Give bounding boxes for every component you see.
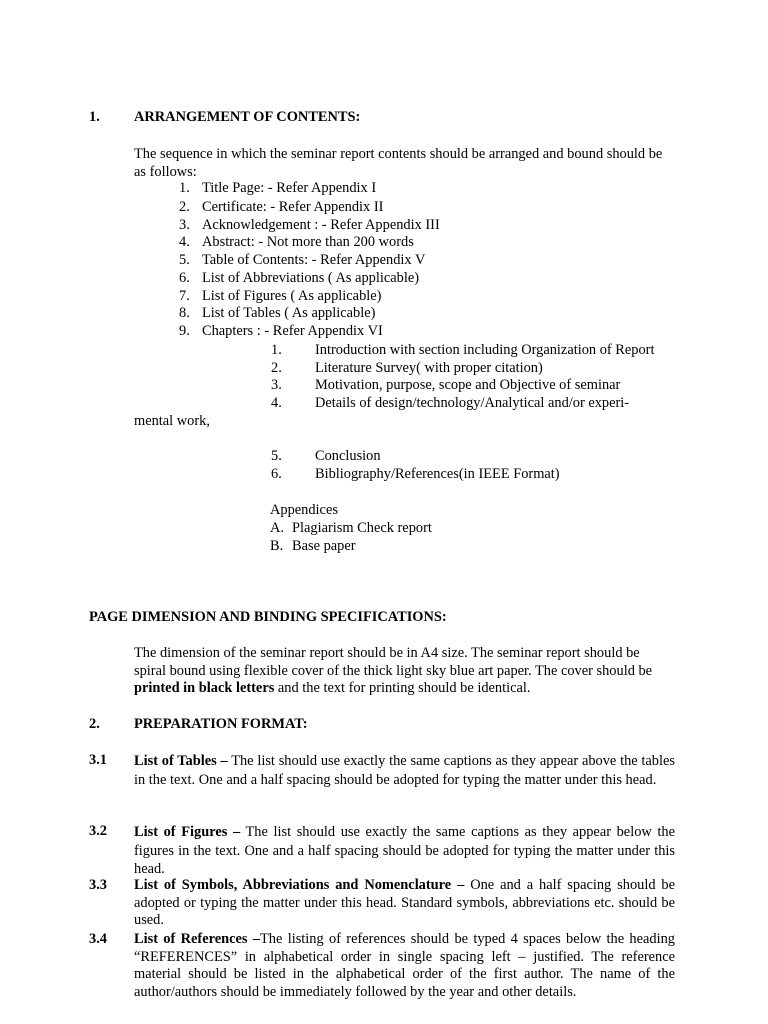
list-item: List of Figures ( As applicable) (202, 288, 382, 304)
subsection-title: List of Figures – (134, 824, 241, 840)
list-item: Certificate: - Refer Appendix II (202, 199, 384, 215)
subsection-body: The list should use exactly the same captions as they appear above the tables in the text. One and a half spacing should be adopted for typing the matter under this head. (134, 753, 675, 788)
list-item-number: 3. (179, 217, 190, 233)
chapter-number: 3. (271, 377, 282, 393)
paragraph-text: The dimension of the seminar report should be in A4 size. The seminar report should be spiral bound using flexible cover of the thick light sky blue art paper. The cover should be (134, 645, 653, 679)
appendix-item: Plagiarism Check report (292, 520, 432, 536)
chapter-item: Conclusion (315, 448, 381, 464)
subsection-title: List of References – (134, 931, 260, 947)
list-item: List of Tables ( As applicable) (202, 305, 376, 321)
list-item-number: 7. (179, 288, 190, 304)
chapter-number: 5. (271, 448, 282, 464)
subsection-body: One and a half spacing should be adopted or typing the matter under this head. Standard symbols, abbreviations etc. should be used. (134, 877, 676, 929)
chapter-number: 6. (271, 466, 282, 482)
list-item: Abstract: - Not more than 200 words (202, 234, 414, 250)
subsection-paragraph (134, 931, 675, 1001)
subsection-body: The listing of references should be typed 4 spaces below the heading “REFERENCES” in alphabetical order in single spacing left – justified. The reference material should be listed in the alphabetical order of the first author. The name of the author/authors should be immediately followed by the year and other details. (134, 931, 675, 1000)
emphasis-text: printed in black letters (134, 680, 275, 697)
chapter-item: Motivation, purpose, scope and Objective of seminar (315, 377, 621, 393)
page-dimension-paragraph (134, 645, 674, 698)
section-number: 2. (89, 716, 100, 732)
list-item: Title Page: - Refer Appendix I (202, 180, 377, 196)
chapter-item: Introduction with section including Organization of Report (315, 342, 655, 358)
subsection-number: 3.3 (89, 877, 107, 893)
subsection-body: The list should use exactly the same captions as they appear below the figures in the text. One and a half spacing should be adopted for typing the matter under this head. (134, 824, 675, 877)
chapter-number: 2. (271, 360, 282, 376)
chapter-number: 1. (271, 342, 282, 358)
section-heading: ARRANGEMENT OF CONTENTS: (134, 109, 361, 125)
chapter-item: Details of design/technology/Analytical and/or experi- (315, 395, 630, 411)
list-item-number: 9. (179, 323, 190, 339)
subsection-number: 3.4 (89, 931, 107, 947)
subsection-paragraph (134, 823, 675, 879)
chapter-number: 4. (271, 395, 282, 411)
list-item: Table of Contents: - Refer Appendix V (202, 252, 426, 268)
page-dimension-heading: PAGE DIMENSION AND BINDING SPECIFICATIONS: (89, 609, 447, 625)
appendix-letter: B. (270, 538, 284, 554)
subsection-paragraph (134, 752, 675, 789)
subsection-title: List of Symbols, Abbreviations and Nomenclature – (134, 877, 465, 893)
list-item: Acknowledgement : - Refer Appendix III (202, 217, 440, 233)
list-item-number: 8. (179, 305, 190, 321)
paragraph-text: and the text for printing should be identical. (274, 680, 531, 697)
subsection-title: List of Tables – (134, 753, 228, 769)
list-item-number: 6. (179, 270, 190, 286)
section-heading: PREPARATION FORMAT: (134, 716, 308, 732)
list-item: List of Abbreviations ( As applicable) (202, 270, 420, 286)
list-item-number: 1. (179, 180, 190, 196)
section-number: 1. (89, 109, 100, 125)
appendix-letter: A. (270, 520, 284, 536)
list-item-number: 4. (179, 234, 190, 250)
intro-paragraph: The sequence in which the seminar report contents should be arranged and bound should be as follows: (134, 146, 663, 180)
chapter-item: Bibliography/References(in IEEE Format) (315, 466, 560, 482)
list-item-number: 5. (179, 252, 190, 268)
list-item-number: 2. (179, 199, 190, 215)
list-item: Chapters : - Refer Appendix VI (202, 323, 383, 339)
subsection-paragraph (134, 877, 675, 930)
appendix-item: Base paper (292, 538, 356, 554)
appendices-title: Appendices (270, 502, 338, 518)
subsection-number: 3.1 (89, 752, 107, 768)
chapter-item-continued: mental work, (134, 413, 210, 429)
chapter-item: Literature Survey( with proper citation) (315, 360, 543, 376)
subsection-number: 3.2 (89, 823, 107, 839)
